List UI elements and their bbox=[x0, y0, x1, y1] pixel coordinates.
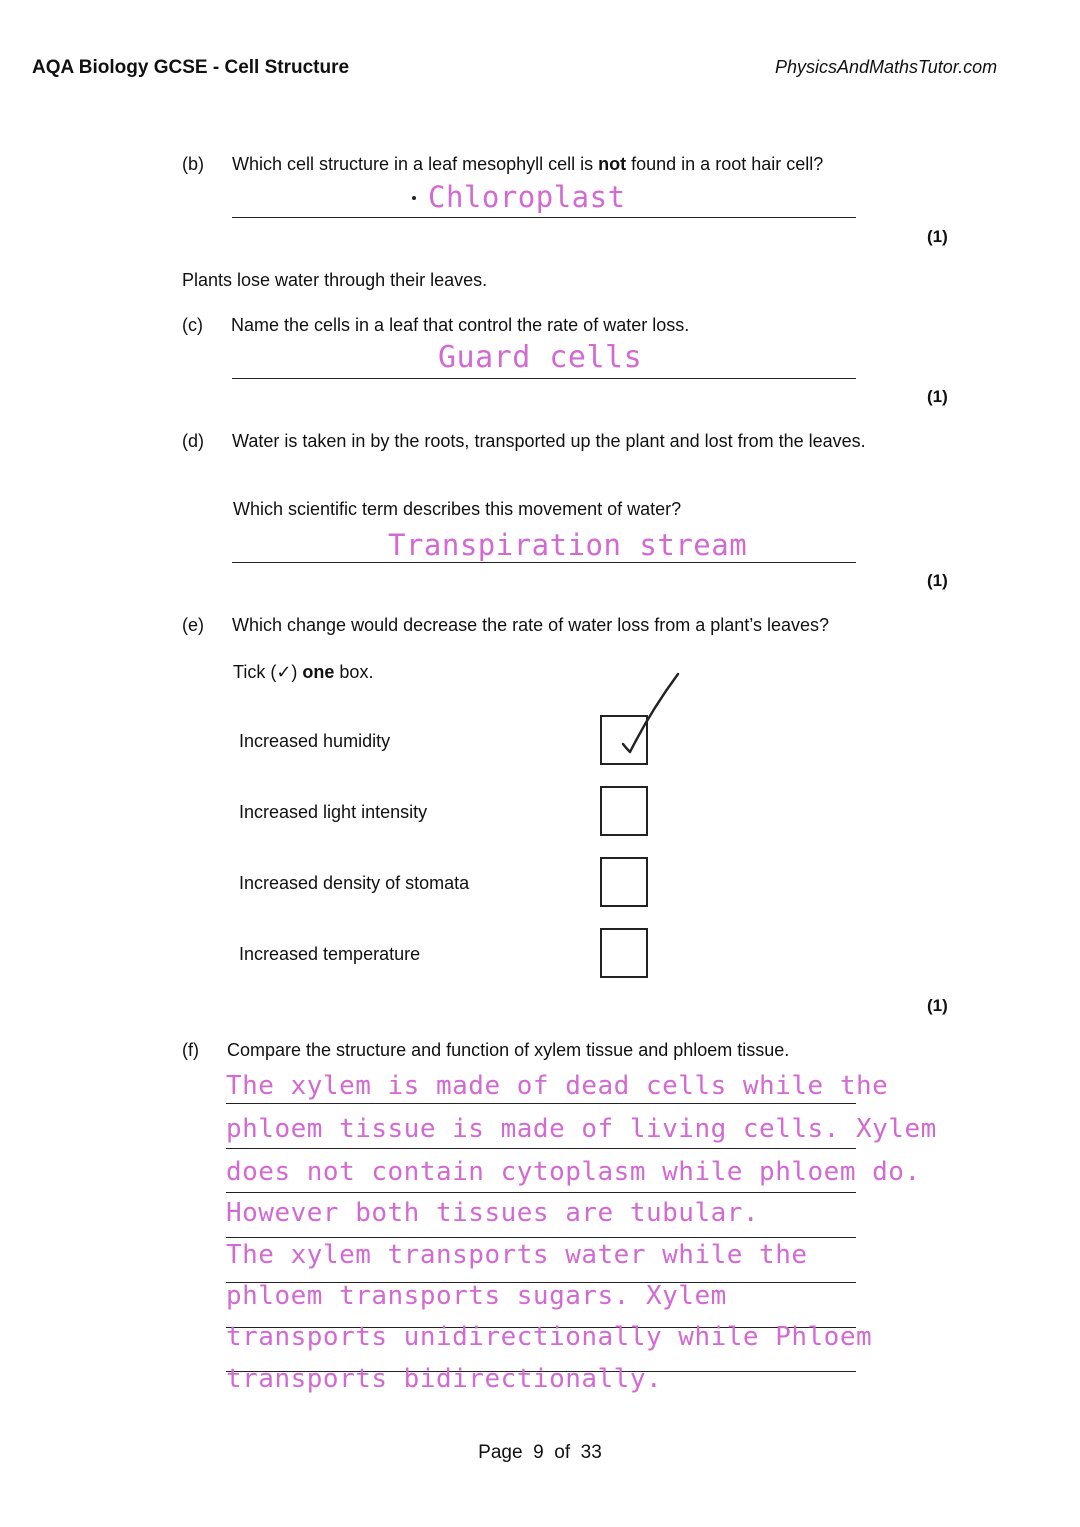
option-checkbox-light-intensity[interactable] bbox=[600, 786, 648, 836]
question-c-text: Name the cells in a leaf that control the rate of water loss. bbox=[231, 315, 690, 335]
option-label: Increased density of stomata bbox=[239, 873, 470, 893]
answer-d: Transpiration stream bbox=[388, 528, 748, 562]
question-d-text: Water is taken in by the roots, transported up the plant and lost from the leaves. bbox=[232, 431, 866, 451]
intro-text: Plants lose water through their leaves. bbox=[182, 270, 488, 290]
question-e-text: Which change would decrease the rate of water loss from a plant’s leaves? bbox=[232, 615, 829, 635]
question-f-label: (f) bbox=[182, 1040, 199, 1060]
question-d-label: (d) bbox=[182, 431, 204, 451]
answer-line-f bbox=[226, 1148, 856, 1149]
answer-f-line: does not contain cytoplasm while phloem do. bbox=[226, 1157, 921, 1187]
question-b-text: Which cell structure in a leaf mesophyll cell is not found in a root hair cell? bbox=[232, 154, 824, 174]
answer-f-line: However both tissues are tubular. bbox=[226, 1198, 760, 1228]
marks-b: (1) bbox=[927, 227, 948, 246]
question-c-label: (c) bbox=[182, 315, 203, 335]
option-checkbox-stomata-density[interactable] bbox=[600, 857, 648, 907]
answer-line-d bbox=[232, 562, 856, 563]
answer-f-line: phloem transports sugars. Xylem bbox=[226, 1281, 727, 1311]
option-checkbox-temperature[interactable] bbox=[600, 928, 648, 978]
question-f-text: Compare the structure and function of xylem tissue and phloem tissue. bbox=[227, 1040, 790, 1060]
answer-line-f bbox=[226, 1192, 856, 1193]
marks-e: (1) bbox=[927, 996, 948, 1015]
question-b-label: (b) bbox=[182, 154, 204, 174]
answer-line-b bbox=[232, 217, 856, 218]
answer-f-line: transports unidirectionally while Phloem bbox=[226, 1322, 873, 1352]
handwritten-tick-icon bbox=[596, 668, 686, 764]
question-e-label: (e) bbox=[182, 615, 204, 635]
answer-c: Guard cells bbox=[438, 340, 643, 375]
answer-line-c bbox=[232, 378, 856, 379]
pen-dot bbox=[412, 196, 416, 200]
answer-f-line: transports bidirectionally. bbox=[226, 1364, 663, 1394]
option-label: Increased humidity bbox=[239, 731, 391, 751]
page-number: Page 9 of 33 bbox=[478, 1442, 602, 1463]
site-name: PhysicsAndMathsTutor.com bbox=[775, 57, 998, 77]
answer-line-f bbox=[226, 1237, 856, 1238]
marks-c: (1) bbox=[927, 387, 948, 406]
option-label: Increased temperature bbox=[239, 944, 421, 964]
option-label: Increased light intensity bbox=[239, 802, 428, 822]
answer-line-f bbox=[226, 1103, 856, 1104]
answer-b: Chloroplast bbox=[428, 180, 626, 214]
question-d-prompt: Which scientific term describes this movement of water? bbox=[233, 499, 682, 519]
answer-f-line: phloem tissue is made of living cells. Xylem bbox=[226, 1114, 937, 1144]
marks-d: (1) bbox=[927, 571, 948, 590]
answer-f-line: The xylem transports water while the bbox=[226, 1240, 808, 1270]
tick-instruction: Tick (✓) one box. bbox=[233, 662, 374, 682]
document-title: AQA Biology GCSE - Cell Structure bbox=[32, 57, 350, 78]
answer-f-line: The xylem is made of dead cells while the bbox=[226, 1071, 889, 1101]
